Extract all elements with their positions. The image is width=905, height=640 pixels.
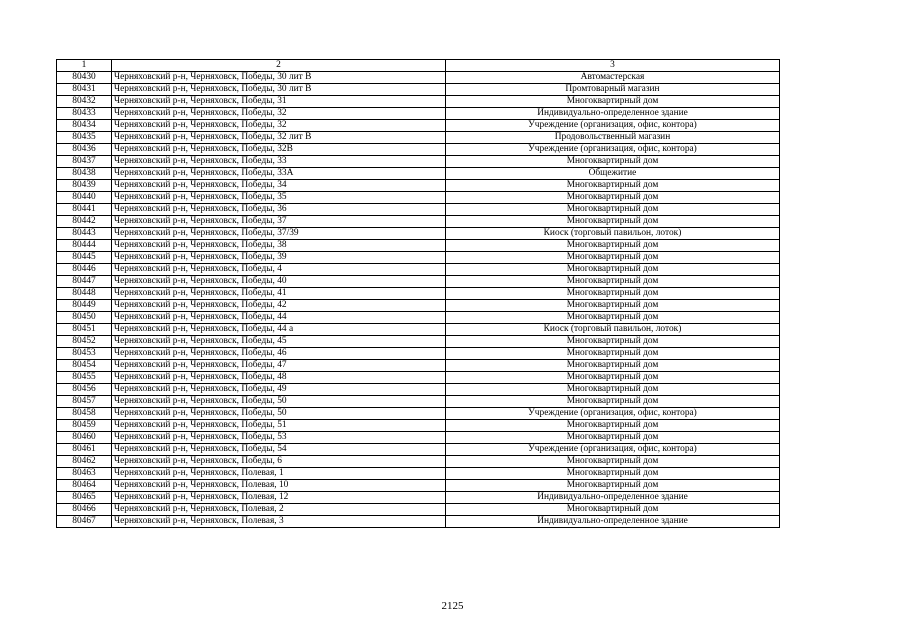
table-row <box>57 264 780 276</box>
table-row <box>57 492 780 504</box>
table-row <box>57 396 780 408</box>
object-type-cell: Многоквартирный дом <box>446 372 780 384</box>
address-cell: Черняховский р-н, Черняховск, Победы, 34 <box>112 180 446 192</box>
record-id-cell: 80457 <box>57 396 112 408</box>
record-id-cell: 80467 <box>57 516 112 528</box>
object-type-cell: Многоквартирный дом <box>446 336 780 348</box>
object-type-cell: Многоквартирный дом <box>446 96 780 108</box>
address-cell: Черняховский р-н, Черняховск, Победы, 45 <box>112 336 446 348</box>
address-cell: Черняховский р-н, Черняховск, Полевая, 12 <box>112 492 446 504</box>
record-id-cell: 80430 <box>57 72 112 84</box>
table-row <box>57 432 780 444</box>
record-id-cell: 80452 <box>57 336 112 348</box>
table-row <box>57 504 780 516</box>
address-cell: Черняховский р-н, Черняховск, Победы, 33А <box>112 168 446 180</box>
object-type-cell: Киоск (торговый павильон, лоток) <box>446 324 780 336</box>
record-id-cell: 80440 <box>57 192 112 204</box>
record-id-cell: 80449 <box>57 300 112 312</box>
address-cell: Черняховский р-н, Черняховск, Победы, 50 <box>112 408 446 420</box>
record-id-cell: 80461 <box>57 444 112 456</box>
record-id-cell: 80465 <box>57 492 112 504</box>
object-type-cell: Многоквартирный дом <box>446 288 780 300</box>
object-type-cell: Многоквартирный дом <box>446 192 780 204</box>
table-row <box>57 180 780 192</box>
address-cell: Черняховский р-н, Черняховск, Победы, 42 <box>112 300 446 312</box>
table-row <box>57 456 780 468</box>
object-type-cell: Многоквартирный дом <box>446 456 780 468</box>
table-row <box>57 372 780 384</box>
object-type-cell: Многоквартирный дом <box>446 216 780 228</box>
object-type-cell: Многоквартирный дом <box>446 396 780 408</box>
registry-table-body <box>57 60 780 528</box>
object-type-cell: Учреждение (организация, офис, контора) <box>446 408 780 420</box>
object-type-cell: Многоквартирный дом <box>446 180 780 192</box>
table-row <box>57 132 780 144</box>
address-cell: Черняховский р-н, Черняховск, Победы, 35 <box>112 192 446 204</box>
record-id-cell: 80446 <box>57 264 112 276</box>
address-cell: Черняховский р-н, Черняховск, Победы, 32 <box>112 108 446 120</box>
address-cell: Черняховский р-н, Черняховск, Победы, 30 лит В <box>112 72 446 84</box>
address-cell: Черняховский р-н, Черняховск, Победы, 47 <box>112 360 446 372</box>
table-row <box>57 444 780 456</box>
object-type-cell: Многоквартирный дом <box>446 420 780 432</box>
record-id-cell: 80439 <box>57 180 112 192</box>
table-row <box>57 480 780 492</box>
record-id-cell: 80442 <box>57 216 112 228</box>
table-row <box>57 384 780 396</box>
object-type-cell: Многоквартирный дом <box>446 156 780 168</box>
table-row <box>57 240 780 252</box>
record-id-cell: 80455 <box>57 372 112 384</box>
record-id-cell: 80436 <box>57 144 112 156</box>
address-cell: Черняховский р-н, Черняховск, Победы, 51 <box>112 420 446 432</box>
registry-table <box>56 59 780 528</box>
table-row <box>57 168 780 180</box>
table-row <box>57 228 780 240</box>
object-type-cell: Многоквартирный дом <box>446 264 780 276</box>
address-cell: Черняховский р-н, Черняховск, Полевая, 3 <box>112 516 446 528</box>
column-header-2: 2 <box>112 60 446 72</box>
record-id-cell: 80462 <box>57 456 112 468</box>
record-id-cell: 80456 <box>57 384 112 396</box>
object-type-cell: Учреждение (организация, офис, контора) <box>446 120 780 132</box>
object-type-cell: Многоквартирный дом <box>446 300 780 312</box>
table-row <box>57 300 780 312</box>
table-row <box>57 108 780 120</box>
address-cell: Черняховский р-н, Черняховск, Победы, 53 <box>112 432 446 444</box>
table-row <box>57 408 780 420</box>
table-row <box>57 360 780 372</box>
object-type-cell: Многоквартирный дом <box>446 504 780 516</box>
object-type-cell: Киоск (торговый павильон, лоток) <box>446 228 780 240</box>
table-row <box>57 468 780 480</box>
address-cell: Черняховский р-н, Черняховск, Победы, 41 <box>112 288 446 300</box>
address-cell: Черняховский р-н, Черняховск, Победы, 49 <box>112 384 446 396</box>
address-cell: Черняховский р-н, Черняховск, Победы, 4 <box>112 264 446 276</box>
object-type-cell: Индивидуально-определенное здание <box>446 108 780 120</box>
record-id-cell: 80460 <box>57 432 112 444</box>
address-cell: Черняховский р-н, Черняховск, Победы, 6 <box>112 456 446 468</box>
address-cell: Черняховский р-н, Черняховск, Победы, 54 <box>112 444 446 456</box>
object-type-cell: Индивидуально-определенное здание <box>446 516 780 528</box>
table-row <box>57 312 780 324</box>
object-type-cell: Многоквартирный дом <box>446 252 780 264</box>
table-row <box>57 84 780 96</box>
address-cell: Черняховский р-н, Черняховск, Победы, 32В <box>112 144 446 156</box>
record-id-cell: 80432 <box>57 96 112 108</box>
record-id-cell: 80433 <box>57 108 112 120</box>
address-cell: Черняховский р-н, Черняховск, Полевая, 10 <box>112 480 446 492</box>
record-id-cell: 80451 <box>57 324 112 336</box>
record-id-cell: 80441 <box>57 204 112 216</box>
object-type-cell: Многоквартирный дом <box>446 480 780 492</box>
table-row <box>57 288 780 300</box>
record-id-cell: 80453 <box>57 348 112 360</box>
table-row <box>57 348 780 360</box>
table-row <box>57 516 780 528</box>
object-type-cell: Учреждение (организация, офис, контора) <box>446 144 780 156</box>
table-row <box>57 156 780 168</box>
table-header-row <box>57 60 780 72</box>
address-cell: Черняховский р-н, Черняховск, Победы, 37/39 <box>112 228 446 240</box>
record-id-cell: 80463 <box>57 468 112 480</box>
record-id-cell: 80450 <box>57 312 112 324</box>
record-id-cell: 80435 <box>57 132 112 144</box>
page-number: 2125 <box>441 600 464 612</box>
record-id-cell: 80431 <box>57 84 112 96</box>
address-cell: Черняховский р-н, Черняховск, Победы, 39 <box>112 252 446 264</box>
record-id-cell: 80464 <box>57 480 112 492</box>
address-cell: Черняховский р-н, Черняховск, Победы, 36 <box>112 204 446 216</box>
object-type-cell: Учреждение (организация, офис, контора) <box>446 444 780 456</box>
object-type-cell: Индивидуально-определенное здание <box>446 492 780 504</box>
object-type-cell: Многоквартирный дом <box>446 348 780 360</box>
address-cell: Черняховский р-н, Черняховск, Победы, 44 <box>112 312 446 324</box>
table-row <box>57 216 780 228</box>
object-type-cell: Общежитие <box>446 168 780 180</box>
column-header-1: 1 <box>57 60 112 72</box>
object-type-cell: Автомастерская <box>446 72 780 84</box>
object-type-cell: Многоквартирный дом <box>446 312 780 324</box>
record-id-cell: 80448 <box>57 288 112 300</box>
address-cell: Черняховский р-н, Черняховск, Победы, 30 лит В <box>112 84 446 96</box>
address-cell: Черняховский р-н, Черняховск, Победы, 32 <box>112 120 446 132</box>
column-header-3: 3 <box>446 60 780 72</box>
record-id-cell: 80447 <box>57 276 112 288</box>
record-id-cell: 80443 <box>57 228 112 240</box>
table-row <box>57 252 780 264</box>
object-type-cell: Продовольственный магазин <box>446 132 780 144</box>
address-cell: Черняховский р-н, Черняховск, Победы, 38 <box>112 240 446 252</box>
table-row <box>57 276 780 288</box>
record-id-cell: 80434 <box>57 120 112 132</box>
record-id-cell: 80454 <box>57 360 112 372</box>
record-id-cell: 80458 <box>57 408 112 420</box>
object-type-cell: Многоквартирный дом <box>446 276 780 288</box>
table-row <box>57 144 780 156</box>
object-type-cell: Промтоварный магазин <box>446 84 780 96</box>
object-type-cell: Многоквартирный дом <box>446 204 780 216</box>
object-type-cell: Многоквартирный дом <box>446 240 780 252</box>
address-cell: Черняховский р-н, Черняховск, Победы, 40 <box>112 276 446 288</box>
table-row <box>57 120 780 132</box>
address-cell: Черняховский р-н, Черняховск, Победы, 44 а <box>112 324 446 336</box>
record-id-cell: 80466 <box>57 504 112 516</box>
record-id-cell: 80459 <box>57 420 112 432</box>
record-id-cell: 80444 <box>57 240 112 252</box>
address-cell: Черняховский р-н, Черняховск, Победы, 50 <box>112 396 446 408</box>
address-cell: Черняховский р-н, Черняховск, Победы, 33 <box>112 156 446 168</box>
address-cell: Черняховский р-н, Черняховск, Победы, 31 <box>112 96 446 108</box>
table-row <box>57 420 780 432</box>
record-id-cell: 80437 <box>57 156 112 168</box>
address-cell: Черняховский р-н, Черняховск, Победы, 46 <box>112 348 446 360</box>
table-row <box>57 336 780 348</box>
address-cell: Черняховский р-н, Черняховск, Победы, 37 <box>112 216 446 228</box>
record-id-cell: 80445 <box>57 252 112 264</box>
address-cell: Черняховский р-н, Черняховск, Победы, 32 лит В <box>112 132 446 144</box>
table-row <box>57 72 780 84</box>
record-id-cell: 80438 <box>57 168 112 180</box>
table-row <box>57 324 780 336</box>
object-type-cell: Многоквартирный дом <box>446 468 780 480</box>
address-cell: Черняховский р-н, Черняховск, Полевая, 2 <box>112 504 446 516</box>
table-row <box>57 192 780 204</box>
table-row <box>57 204 780 216</box>
address-cell: Черняховский р-н, Черняховск, Полевая, 1 <box>112 468 446 480</box>
object-type-cell: Многоквартирный дом <box>446 384 780 396</box>
address-cell: Черняховский р-н, Черняховск, Победы, 48 <box>112 372 446 384</box>
table-row <box>57 96 780 108</box>
object-type-cell: Многоквартирный дом <box>446 432 780 444</box>
object-type-cell: Многоквартирный дом <box>446 360 780 372</box>
